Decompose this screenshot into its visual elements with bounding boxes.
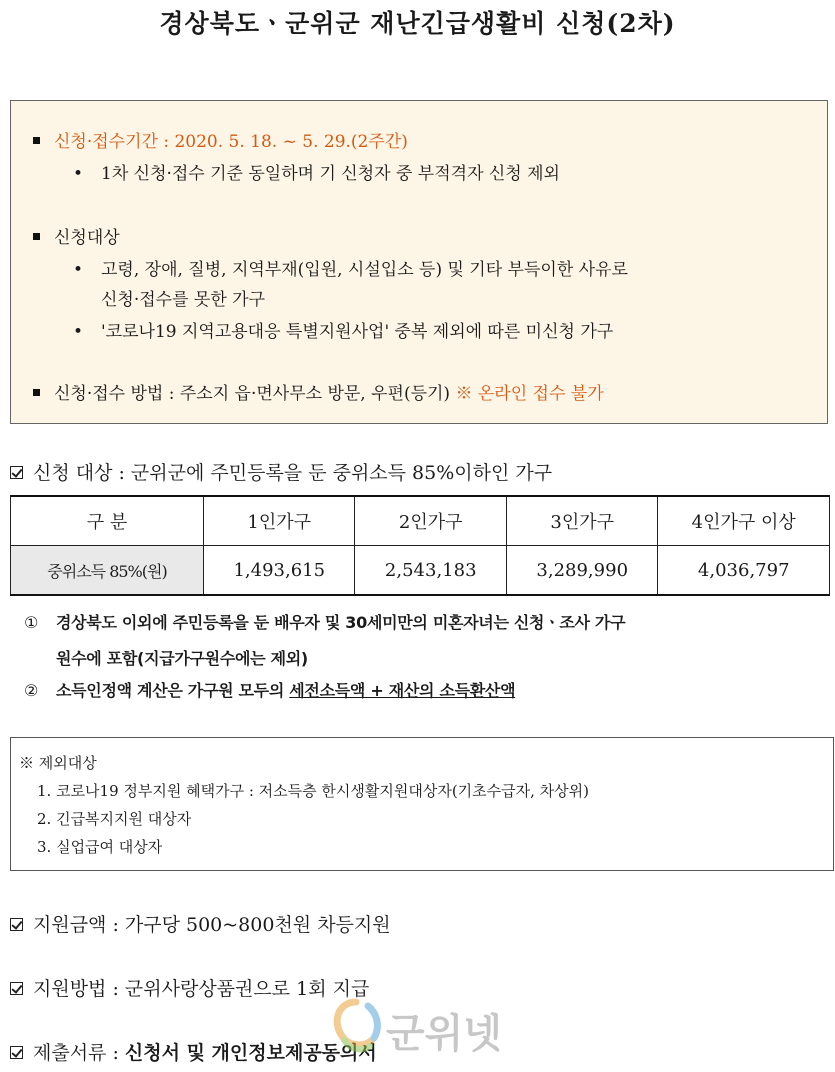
exclusion-item-3: 3. 실업급여 대상자 <box>37 838 163 856</box>
eligibility-text: 신청 대상 : 군위군에 주민등록을 둔 중위소득 85%이하인 가구 <box>33 462 553 484</box>
target-item-1 <box>73 255 628 280</box>
period-detail: 1차 신청·접수 기준 동일하며 기 신청자 중 부적격자 신청 제외 <box>101 164 560 184</box>
exclusion-item-1: 1. 코로나19 정부지원 혜택가구 : 저소득층 한시생활지원대상자(기초수급자, 차상위) <box>37 782 589 800</box>
period-detail-line <box>73 159 560 184</box>
header-2-person: 2인가구 <box>355 496 506 546</box>
target-item-2 <box>73 317 613 342</box>
square-bullet-icon <box>33 389 40 396</box>
support-method-line <box>10 974 369 1001</box>
header-category: 구 분 <box>11 496 204 546</box>
header-3-person: 3인가구 <box>506 496 657 546</box>
note-1 <box>24 610 625 633</box>
dot-bullet: • <box>73 322 84 342</box>
table-row <box>11 546 830 596</box>
support-amount-line <box>10 910 391 937</box>
target-heading-line <box>33 223 120 248</box>
value-4-person: 4,036,797 <box>658 546 830 596</box>
checkbox-icon <box>10 466 23 479</box>
watermark-text: 군위넷 <box>386 1011 502 1057</box>
dot-bullet: • <box>73 260 84 280</box>
documents-required: 신청서 및 개인정보제공동의서 <box>124 1042 377 1064</box>
value-2-person: 2,543,183 <box>355 546 506 596</box>
period-line <box>33 127 408 152</box>
checkbox-icon <box>10 1046 23 1059</box>
note-1-mark: ① <box>24 613 39 632</box>
target-item-1-line-1: 고령, 장애, 질병, 지역부재(입원, 시설입소 등) 및 기타 부득이한 사유로 <box>101 260 628 280</box>
page-title: 경상북도ㆍ군위군 재난긴급생활비 신청(2차) <box>159 9 676 38</box>
exclusion-item-2: 2. 긴급복지지원 대상자 <box>37 810 192 828</box>
watermark <box>328 996 528 1060</box>
target-heading: 신청대상 <box>54 228 120 248</box>
note-1-line-1: 경상북도 이외에 주민등록을 둔 배우자 및 30세미만의 미혼자녀는 신청ㆍ조사 가구 <box>56 613 626 632</box>
checkbox-icon <box>10 918 23 931</box>
dot-bullet: • <box>73 164 84 184</box>
documents-line <box>10 1038 377 1065</box>
value-1-person: 1,493,615 <box>204 546 355 596</box>
period-label: 신청·접수기간 : 2020. 5. 18. ~ 5. 29.(2주간) <box>54 132 408 152</box>
note-2 <box>24 678 515 701</box>
note-2-mark: ② <box>24 681 39 700</box>
support-method-text: 지원방법 : 군위사랑상품권으로 1회 지급 <box>33 978 370 1000</box>
table-header-row <box>11 496 830 546</box>
target-item-1-line-2: 신청·접수를 못한 가구 <box>101 290 266 310</box>
header-4-person: 4인가구 이상 <box>658 496 830 546</box>
header-1-person: 1인가구 <box>204 496 355 546</box>
method-label: 신청·접수 방법 : 주소지 읍·면사무소 방문, 우편(등기) <box>54 384 451 404</box>
income-table <box>10 495 830 596</box>
documents-prefix: 제출서류 : <box>33 1042 119 1064</box>
support-amount-text: 지원금액 : 가구당 500~800천원 차등지원 <box>33 914 391 936</box>
eligibility-line <box>10 458 552 485</box>
row-label: 중위소득 85%(원) <box>11 546 204 596</box>
value-3-person: 3,289,990 <box>506 546 657 596</box>
application-notice-box <box>10 100 828 424</box>
note-2-prefix: 소득인정액 계산은 가구원 모두의 <box>56 681 284 700</box>
square-bullet-icon <box>33 137 40 144</box>
note-1-line-2: 원수에 포함(지급가구원수에는 제외) <box>56 649 308 668</box>
checkbox-icon <box>10 982 23 995</box>
exclusion-heading: ※ 제외대상 <box>19 754 97 772</box>
exclusion-box <box>10 737 834 871</box>
note-2-underlined: 세전소득액 + 재산의 소득환산액 <box>289 681 516 700</box>
square-bullet-icon <box>33 233 40 240</box>
method-line <box>33 379 604 404</box>
target-item-2-text: '코로나19 지역고용대응 특별지원사업' 중복 제외에 따른 미신청 가구 <box>101 322 614 342</box>
online-warning: ※ 온라인 접수 불가 <box>455 384 604 404</box>
watermark-logo-icon <box>328 996 384 1056</box>
